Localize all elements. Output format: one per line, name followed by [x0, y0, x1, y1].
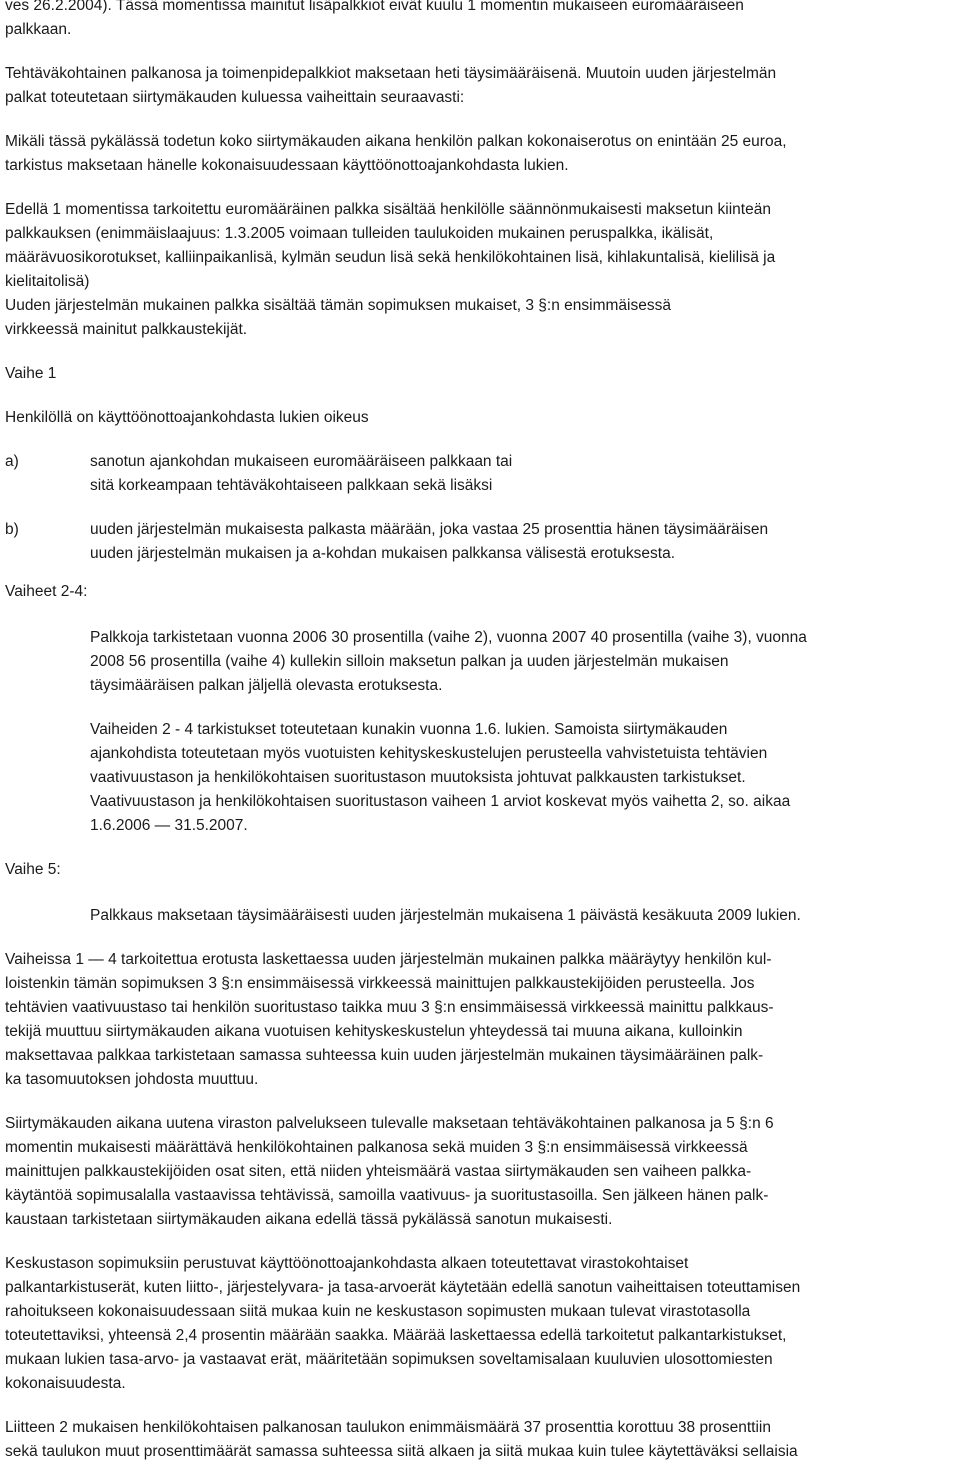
text-line: Liitteen 2 mukaisen henkilökohtaisen palkanosan taulukon enimmäismäärä 37 prosenttia korottuu 38 prosenttiin — [5, 1419, 771, 1436]
text-line: Siirtymäkauden aikana uutena viraston palvelukseen tulevalle maksetaan tehtäväkohtainen palkanosa ja 5 §:n 6 — [5, 1115, 774, 1132]
text-line: 2008 56 prosentilla (vaihe 4) kullekin silloin maksetun palkan ja uuden järjestelmän mukaisen — [90, 653, 729, 670]
text-line: palkantarkistuserät, kuten liitto-, järjestelyvara- ja tasa-arvoerät käytetään edellä sanotun vaiheittaisen toteuttamisen — [5, 1279, 801, 1296]
text-line: Tehtäväkohtainen palkanosa ja toimenpidepalkkiot maksetaan heti täysimääräisenä. Muutoin uuden järjestelmän — [5, 65, 777, 82]
text-line: kielitaitolisä) — [5, 273, 90, 290]
text-line: ves 26.2.2004). Tässä momentissa mainitut lisäpalkkiot eivät kuulu 1 momentin mukaiseen euromääräiseen — [5, 0, 744, 14]
phase1-lead: Henkilöllä on käyttöönottoajankohdasta lukien oikeus — [5, 409, 369, 426]
phases-2-4-paragraph-2 — [5, 718, 954, 838]
text-line: palkkauksen (enimmäislaajuus: 1.3.2005 voimaan tulleiden taulukoiden mukainen peruspalkka, ikälisät, — [5, 225, 714, 242]
text-line: täysimääräisen palkan jäljellä olevasta erotuksesta. — [90, 677, 443, 694]
text-line: Keskustason sopimuksiin perustuvat käyttöönottoajankohdasta alkaen toteutettavat virastokohtaiset — [5, 1255, 689, 1272]
text-line: Vaiheissa 1 — 4 tarkoitettua erotusta laskettaessa uuden järjestelmän mukainen palkka määräytyy henkilön kul- — [5, 951, 772, 968]
text-line: käytäntöä sopimusalalla vastaavissa tehtävissä, samoilla vaativuus- ja suoritustasoilla. Sen jälkeen hänen palk- — [5, 1187, 769, 1204]
euro-salary-paragraph — [5, 198, 954, 342]
text-line: mukaan lukien tasa-arvo- ja vastaavat erät, määritetään sopimuksen soveltamisalaan kuuluvien ulosottomiesten — [5, 1351, 773, 1368]
text-line: momentin mukaisesti määrättävä henkilökohtainen palkanosa sekä muiden 3 §:n ensimmäisessä virkkeessä — [5, 1139, 748, 1156]
text-line: Mikäli tässä pykälässä todetun koko siirtymäkauden aikana henkilön palkan kokonaiserotus on enintään 25 euroa, — [5, 133, 787, 150]
text-line: tehtävien vaativuustaso tai henkilön suoritustaso taikka muu 3 §:n ensimmäisessä virkkeessä mainittu palkkaus- — [5, 999, 774, 1016]
text-line: tekijä muuttuu siirtymäkauden aikana vuotuisen kehityskeskustelun yhteydessä tai muuna aikana, kulloinkin — [5, 1023, 743, 1040]
text-line: maksettavaa palkkaa tarkistetaan samassa suhteessa kuin uuden järjestelmän mukainen täysimääräinen palk- — [5, 1047, 764, 1064]
text-line: Palkkaus maksetaan täysimääräisesti uuden järjestelmän mukaisena 1 päivästä kesäkuuta 2009 lukien. — [90, 907, 801, 924]
phases-2-4-heading: Vaiheet 2-4: — [5, 583, 88, 600]
text-line: Palkkoja tarkistetaan vuonna 2006 30 prosentilla (vaihe 2), vuonna 2007 40 prosentilla (vaihe 3), vuonna — [90, 629, 807, 646]
list-marker: b) — [5, 521, 19, 538]
text-line: kokonaisuudesta. — [5, 1375, 126, 1392]
text-line: Vaiheiden 2 - 4 tarkistukset toteutetaan kunakin vuonna 1.6. lukien. Samoista siirtymäkauden — [90, 721, 728, 738]
phases-2-4-paragraph-1 — [5, 626, 954, 698]
text-line: sanotun ajankohdan mukaiseen euromääräiseen palkkaan tai — [90, 453, 513, 470]
text-line: mainittujen palkkaustekijöiden osat siten, että niiden yhteismäärä vastaa siirtymäkauden sen vaiheen palkka- — [5, 1163, 752, 1180]
text-line: 1.6.2006 — 31.5.2007. — [90, 817, 248, 834]
phase5-paragraph — [5, 904, 954, 928]
phase-calculation-paragraph — [5, 948, 954, 1092]
text-line: Vaativuustason ja henkilökohtaisen suoritustason vaiheen 1 arviot koskevat myös vaihetta 2, so. aikaa — [90, 793, 791, 810]
list-marker: a) — [5, 453, 19, 470]
text-line: uuden järjestelmän mukaisesta palkasta määrään, joka vastaa 25 prosenttia hänen täysimääräisen — [90, 521, 769, 538]
text-line: palkkaan. — [5, 21, 72, 38]
text-line: kaustaan tarkistetaan siirtymäkauden aikana edellä tässä pykälässä sanotun mukaisesti. — [5, 1211, 613, 1228]
document-page — [5, 0, 954, 1464]
text-line: Edellä 1 momentissa tarkoitettu euromääräinen palkka sisältää henkilölle säännönmukaisesti maksetun kiinteän — [5, 201, 771, 218]
text-line: määrävuosikorotukset, kalliinpaikanlisä, kylmän seudun lisä sekä henkilökohtainen lisä, kihlakuntalisä, kielilisä ja — [5, 249, 776, 266]
phase1-heading: Vaihe 1 — [5, 365, 57, 382]
text-line: sitä korkeampaan tehtäväkohtaiseen palkkaan sekä lisäksi — [90, 477, 493, 494]
text-line: ka tasomuutoksen johdosta muuttuu. — [5, 1071, 259, 1088]
text-line: vaativuustason ja henkilökohtaisen suoritustason muutoksista johtuvat palkkausten tarkistukset. — [90, 769, 746, 786]
text-line: uuden järjestelmän mukaisen ja a-kohdan mukaisen palkkansa välisestä erotuksesta. — [90, 545, 676, 562]
intro-paragraph — [5, 0, 954, 42]
list-item-b — [5, 518, 954, 566]
new-employee-paragraph — [5, 1112, 954, 1232]
text-line: tarkistus maksetaan hänelle kokonaisuudessaan käyttöönottoajankohdasta lukien. — [5, 157, 569, 174]
text-line: Uuden järjestelmän mukainen palkka sisältää tämän sopimuksen mukaiset, 3 §:n ensimmäisessä — [5, 297, 671, 314]
text-line: toteutettaviksi, yhteensä 2,4 prosentin määrään saakka. Määrää laskettaessa edellä tarkoitetut palkantarkistukset, — [5, 1327, 787, 1344]
text-line: sekä taulukon muut prosenttimäärät samassa suhteessa siitä alkaen ja siitä mukaa kuin tulee käytettäväksi sellaisia — [5, 1443, 798, 1460]
immediate-payment-paragraph — [5, 62, 954, 110]
text-line: rahoitukseen kokonaisuudessaan siitä mukaa kuin ne keskustason sopimusten mukaan tulevat virastotasolla — [5, 1303, 751, 1320]
text-line: virkkeessä mainitut palkkaustekijät. — [5, 321, 248, 338]
text-line: palkat toteutetaan siirtymäkauden kuluessa vaiheittain seuraavasti: — [5, 89, 465, 106]
list-item-a — [5, 450, 954, 498]
text-line: loistenkin tämän sopimuksen 3 §:n ensimmäisessä virkkeessä mainittujen palkkaustekijöiden perusteella. Jos — [5, 975, 755, 992]
phase5-heading: Vaihe 5: — [5, 861, 61, 878]
text-line: ajankohdista toteutetaan myös vuotuisten kehityskeskustelujen perusteella vahvistetuista tehtävien — [90, 745, 768, 762]
central-level-paragraph — [5, 1252, 954, 1396]
appendix-paragraph — [5, 1416, 954, 1464]
small-difference-paragraph — [5, 130, 954, 178]
